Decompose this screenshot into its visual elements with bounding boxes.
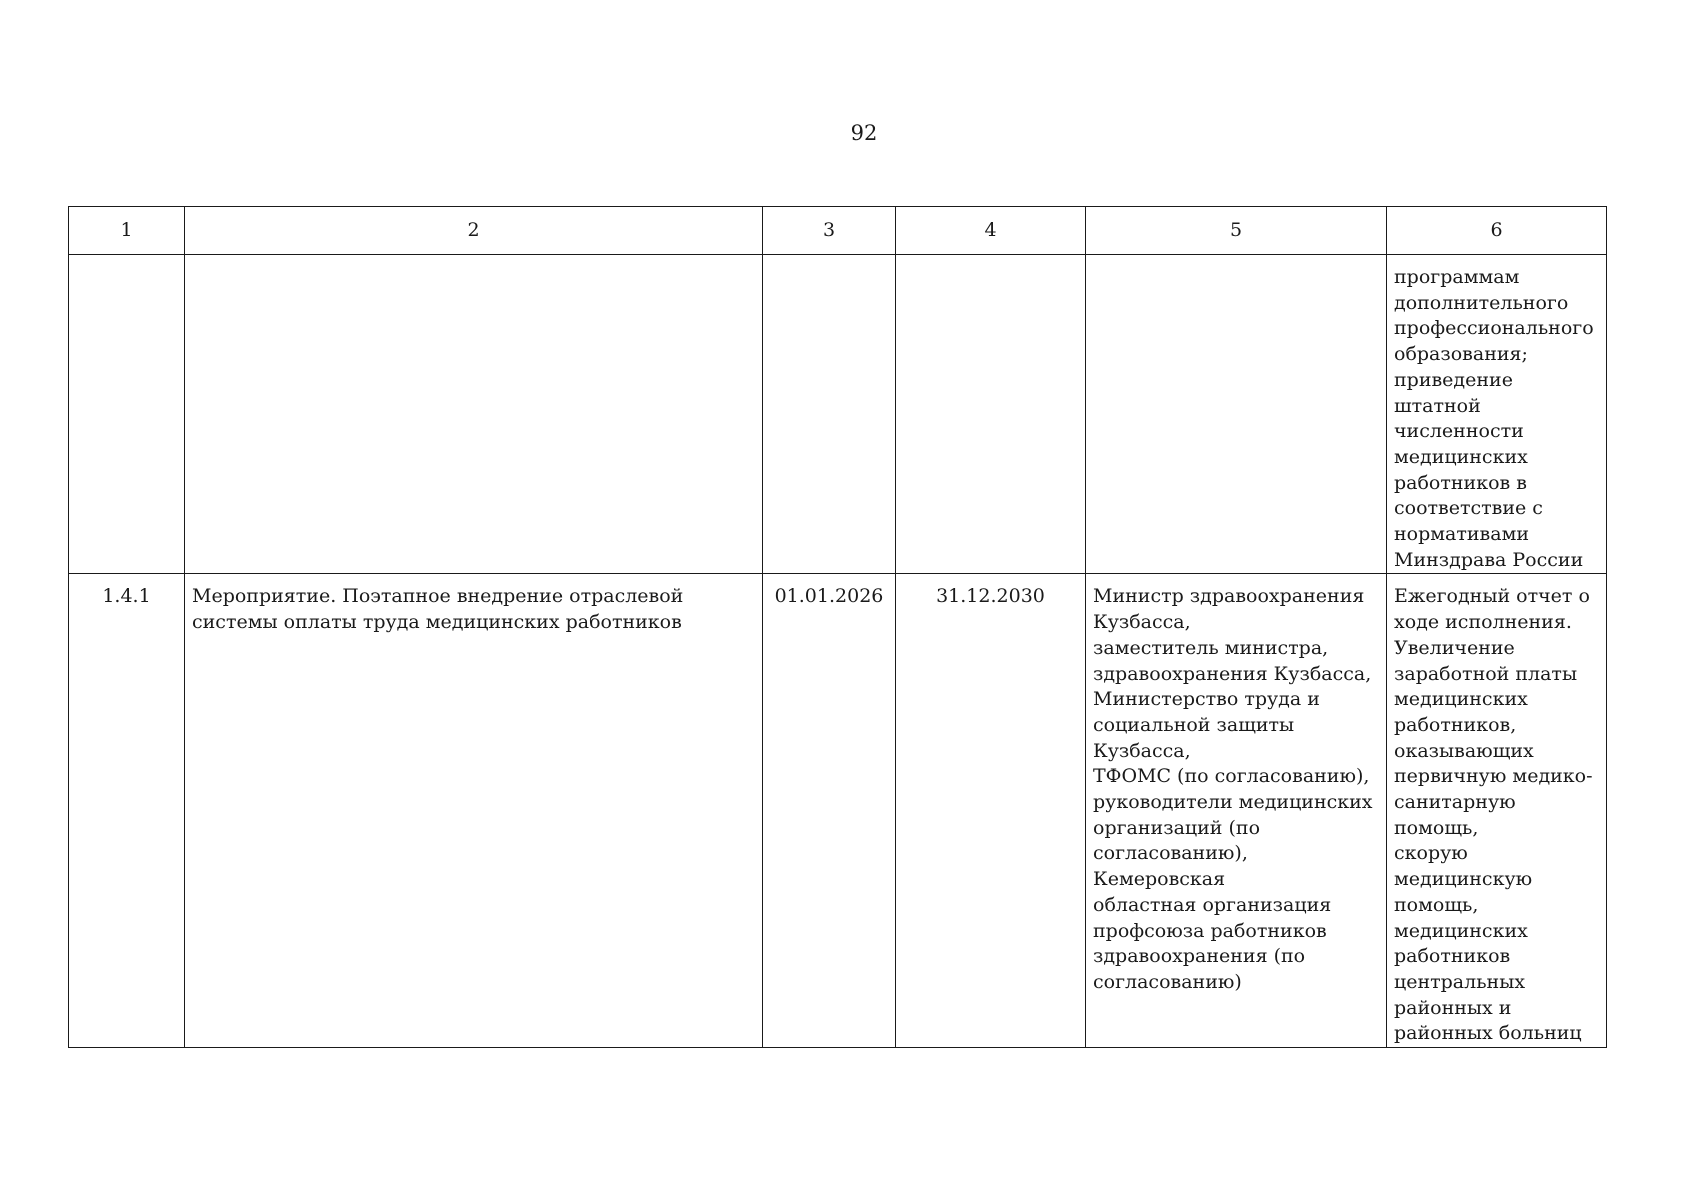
cell-empty [69, 255, 185, 574]
header-col-3: 3 [763, 207, 896, 255]
cell-activity-title: Мероприятие. Поэтапное внедрение отраслевой системы оплаты труда медицинских работников [185, 574, 763, 1048]
cell-result: Ежегодный отчет о ходе исполнения. Увеличение заработной платы медицинских работников, оказывающих первичную медико- санитарную помощь, скорую медицинскую помощь, медицинских работников центральных районных и районных больниц [1387, 574, 1607, 1048]
table-row-1-4-1 [69, 574, 1607, 1048]
cell-empty [1086, 255, 1387, 574]
cell-start-date: 01.01.2026 [763, 574, 896, 1048]
header-col-4: 4 [896, 207, 1086, 255]
cell-empty [185, 255, 763, 574]
header-col-2: 2 [185, 207, 763, 255]
header-col-1: 1 [69, 207, 185, 255]
cell-item-number: 1.4.1 [69, 574, 185, 1048]
cell-responsible: Министр здравоохранения Кузбасса, заместитель министра, здравоохранения Кузбасса, Министерство труда и социальной защиты Кузбасса, ТФОМС (по согласованию), руководители медицинских организаций (по согласованию), Кемеровская областная организация профсоюза работников здравоохранения (по согласованию) [1086, 574, 1387, 1048]
cell-empty [763, 255, 896, 574]
cell-end-date: 31.12.2030 [896, 574, 1086, 1048]
plan-table [68, 206, 1607, 1048]
cell-empty [896, 255, 1086, 574]
cell-result-continued: программам дополнительного профессионального образования; приведение штатной численности медицинских работников в соответствие с нормативами Минздрава России [1387, 255, 1607, 574]
table-header-row [69, 207, 1607, 255]
header-col-6: 6 [1387, 207, 1607, 255]
header-col-5: 5 [1086, 207, 1387, 255]
page-number: 92 [850, 121, 878, 145]
table-row-continuation [69, 255, 1607, 574]
